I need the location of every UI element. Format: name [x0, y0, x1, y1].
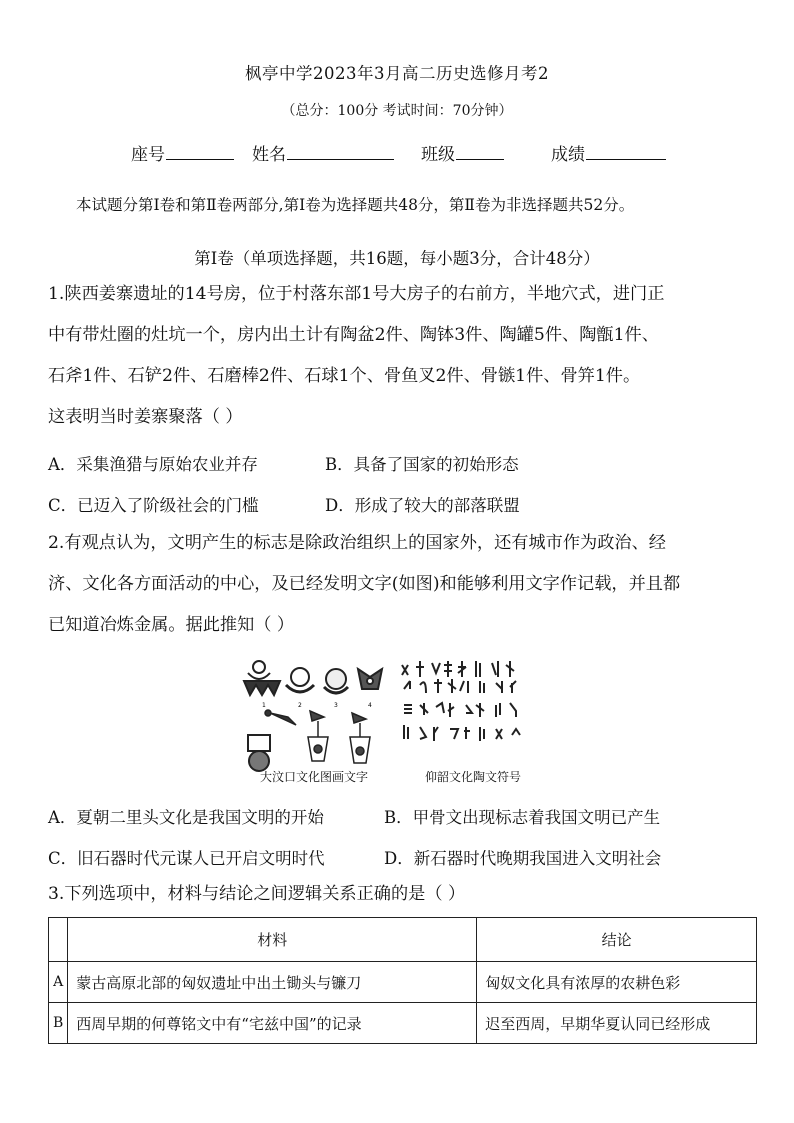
script-figure — [240, 655, 560, 785]
table-header-material: 材料 — [68, 918, 477, 962]
pictograph-bird-2 — [308, 711, 328, 761]
pottery-signs — [402, 661, 520, 741]
q3-stem: 3.下列选项中，材料与结论之间逻辑关系正确的是（ ） — [48, 884, 466, 904]
pictograph-bird-1 — [265, 710, 296, 725]
pictograph-bird-3 — [350, 713, 370, 763]
figure-number-3: 3 — [334, 702, 338, 709]
q1-option-d[interactable]: D．形成了较大的部落联盟 — [325, 496, 520, 515]
q2-option-a[interactable]: A．夏朝二里头文化是我国文明的开始 — [48, 808, 324, 827]
figure-number-4: 4 — [368, 702, 372, 709]
pictograph-2 — [286, 668, 314, 692]
figure-caption-left: 大汶口文化图画文字 — [260, 770, 369, 784]
name-field — [252, 140, 394, 165]
score-blank[interactable] — [586, 145, 666, 160]
figure-number-1: 1 — [262, 702, 266, 709]
class-field — [421, 140, 504, 165]
q2-line-1: 2.有观点认为，文明产生的标志是除政治组织上的国家外，还有城市作为政治、经 — [48, 533, 666, 553]
q1-line-3: 石斧1件、石铲2件、石磨棒2件、石球1个、骨鱼叉2件、骨镞1件、骨笄1件。 — [48, 366, 641, 386]
q1-option-b[interactable]: B．具备了国家的初始形态 — [325, 455, 519, 474]
row-b-key: B — [49, 1003, 68, 1044]
seat-blank[interactable] — [166, 145, 234, 160]
section-title: 第Ⅰ卷（单项选择题，共16题，每小题3分，合计48分） — [194, 249, 600, 268]
q1-option-a[interactable]: A．采集渔猎与原始农业并存 — [48, 455, 258, 474]
class-blank[interactable] — [456, 145, 504, 160]
exam-title: 枫亭中学2023年3月高二历史选修月考2 — [245, 64, 549, 83]
class-label: 班级 — [421, 145, 455, 165]
row-b-conclusion: 迟至西周，早期华夏认同已经形成 — [477, 1003, 757, 1044]
q2-option-b[interactable]: B．甲骨文出现标志着我国文明已产生 — [384, 808, 661, 827]
pictograph-4 — [358, 669, 382, 689]
figure-caption-right: 仰韶文化陶文符号 — [425, 770, 522, 784]
score-field — [551, 140, 666, 165]
q1-option-c[interactable]: C．已迈入了阶级社会的门槛 — [48, 496, 259, 515]
q1-line-2: 中有带灶圈的灶坑一个，房内出土计有陶盆2件、陶钵3件、陶罐5件、陶甑1件、 — [48, 325, 659, 345]
q2-option-d[interactable]: D．新石器时代晚期我国进入文明社会 — [384, 849, 662, 868]
table-row — [49, 962, 757, 1003]
pictograph-1 — [244, 661, 280, 695]
table-header-conclusion: 结论 — [477, 918, 757, 962]
table-header-row — [49, 918, 757, 962]
exam-subtitle: （总分：100分 考试时间：70分钟） — [281, 103, 513, 119]
table-row — [49, 1003, 757, 1044]
q2-line-2: 济、文化各方面活动的中心，及已经发明文字(如图)和能够利用文字作记载，并且都 — [48, 574, 681, 594]
row-a-key: A — [49, 962, 68, 1003]
row-a-material: 蒙古高原北部的匈奴遗址中出土锄头与镰刀 — [68, 962, 477, 1003]
table-header-key — [49, 918, 68, 962]
pictograph-altar-1 — [248, 735, 270, 771]
q3-table — [48, 917, 757, 1044]
name-label: 姓名 — [252, 145, 286, 165]
q2-line-3: 已知道冶炼金属。据此推知（ ） — [48, 615, 295, 635]
seat-label: 座号 — [131, 145, 165, 165]
script-figure-drawing — [240, 655, 560, 785]
q2-option-c[interactable]: C．旧石器时代元谋人已开启文明时代 — [48, 849, 325, 868]
pictograph-3 — [324, 669, 348, 693]
intro-text: 本试题分第Ⅰ卷和第Ⅱ卷两部分,第Ⅰ卷为选择题共48分，第Ⅱ卷为非选择题共52分。 — [76, 196, 635, 214]
q1-line-1: 1.陕西姜寨遗址的14号房，位于村落东部1号大房子的右前方，半地穴式，进门正 — [48, 284, 665, 304]
row-a-conclusion: 匈奴文化具有浓厚的农耕色彩 — [477, 962, 757, 1003]
row-b-material: 西周早期的何尊铭文中有“宅兹中国”的记录 — [68, 1003, 477, 1044]
figure-number-2: 2 — [298, 702, 302, 709]
seat-field — [131, 140, 234, 165]
name-blank[interactable] — [287, 145, 394, 160]
q1-line-4: 这表明当时姜寨聚落（ ） — [48, 407, 243, 427]
score-label: 成绩 — [551, 145, 585, 165]
